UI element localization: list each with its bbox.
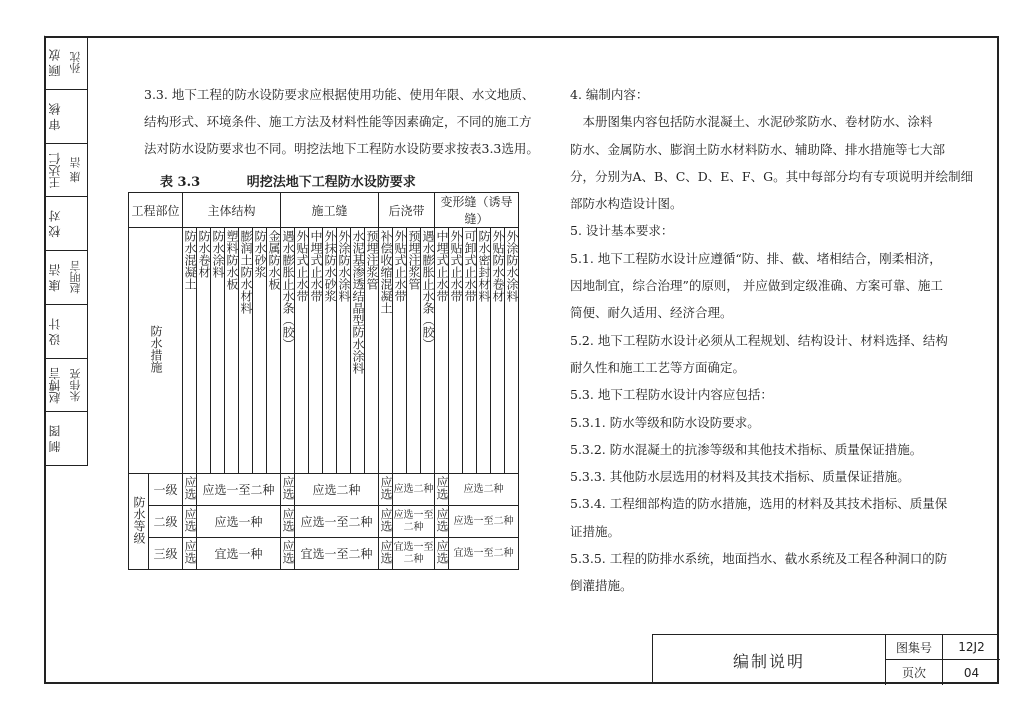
joint-optional [295, 474, 379, 506]
measure-cell [309, 228, 323, 474]
grade-name-text: 二级 [153, 515, 178, 529]
measure-cell [239, 228, 253, 474]
measure-cell-text: 预埋注浆管 [365, 230, 379, 290]
col-part-header-text: 工程部位 [131, 203, 180, 218]
def-optional [449, 474, 519, 506]
signoff-row [44, 90, 88, 144]
signoff-name: 朱伟亮 [69, 368, 82, 402]
pour-required-text: 应选 [379, 540, 393, 564]
signoff-label: 王达仁 [44, 144, 64, 197]
para-line: 结构形式、环境条件、施工方法及材料性能等因素确定，不同的施工方 [144, 114, 532, 129]
measures-label-text: 防水措施 [149, 325, 163, 373]
measure-cell [225, 228, 239, 474]
pour-required [379, 538, 393, 570]
notes-line: 耐久性和施工工艺等方面确定。 [570, 359, 746, 375]
measure-cell [435, 228, 449, 474]
joint-optional-text: 应选二种 [312, 483, 361, 497]
joint-optional [295, 538, 379, 570]
notes-line: 4. 编制内容： [570, 87, 649, 102]
joint-required-text: 应选 [281, 540, 295, 564]
measure-cell-text: 外涂防水涂料 [505, 230, 519, 302]
group-header [379, 193, 435, 228]
main-required [183, 506, 197, 538]
measure-cell-text: 遇水膨胀止水条（胶） [421, 230, 435, 350]
notes-line: 证措施。 [570, 523, 621, 539]
grade-row [129, 538, 519, 570]
para-line: 法对防水设防要求也不同。明挖法地下工程防水设防要求按表3.3选用。 [144, 141, 539, 156]
measure-cell [365, 228, 379, 474]
signoff-label: 校 对 [44, 197, 64, 250]
signoff-name: 赵明言 [69, 260, 82, 294]
measure-cell [491, 228, 505, 474]
signoff-name: 康 洁 [69, 157, 82, 183]
joint-optional [295, 506, 379, 538]
grade-name [149, 538, 183, 570]
measure-cell [323, 228, 337, 474]
notes-line: 5. 设计基本要求： [570, 223, 674, 239]
pour-optional [393, 474, 435, 506]
page-value: 04 [963, 665, 980, 680]
main-optional [197, 538, 281, 570]
atlas-value: 12J2 [943, 635, 1000, 660]
waterproof-spec-table [128, 192, 519, 570]
signoff-label: 顾 放 [44, 36, 64, 89]
signoff-row [44, 144, 88, 198]
page-label: 页次 [886, 660, 943, 685]
table-title: 明挖法地下工程防水设防要求 [246, 175, 416, 190]
table-caption [160, 171, 416, 190]
measure-cell-text: 预埋注浆管 [407, 230, 421, 290]
signoff-label: 赵博言 [44, 359, 64, 412]
notes-line: 因地制宜，综合治理”的原则， 并应做到定级准确、方案可靠、施工 [570, 278, 943, 294]
main-required-text: 应选 [183, 508, 197, 532]
col-part-header [129, 193, 183, 228]
main-optional-text: 宜选一种 [214, 547, 263, 561]
main-optional [197, 506, 281, 538]
signoff-row [44, 251, 88, 305]
notes-line: 倒灌措施。 [570, 578, 633, 594]
signoff-row [44, 36, 88, 90]
measure-cell [477, 228, 491, 474]
main-optional-text: 应选一种 [214, 515, 263, 529]
measure-cell [281, 228, 295, 474]
measure-cell-text: 膨润土防水材料 [239, 230, 253, 314]
main-required [183, 538, 197, 570]
para-line: 3.3. 地下工程的防水设防要求应根据使用功能、使用年限、水文地质、 [144, 87, 535, 102]
def-optional-text: 应选一至二种 [453, 515, 514, 527]
group-header-text: 后浇带 [388, 203, 425, 218]
signoff-strip [44, 36, 88, 466]
signoff-label: 设 计 [44, 305, 64, 358]
grade-name-text: 三级 [153, 547, 178, 561]
grade-name-text: 一级 [153, 483, 178, 497]
main-required [183, 474, 197, 506]
notes-line: 部防水构造设计图。 [570, 196, 683, 212]
def-required-text: 应选 [435, 540, 449, 564]
measure-cell-text: 防水卷材 [197, 230, 211, 278]
main-required-text: 应选 [183, 540, 197, 564]
notes-line: 简便、耐久适用、经济合理。 [570, 305, 733, 321]
grade-row [129, 506, 519, 538]
main-optional-text: 应选一至二种 [202, 483, 275, 497]
pour-optional-text: 应选二种 [393, 483, 434, 495]
group-header-text: 施工缝 [311, 203, 348, 218]
measure-cell-text: 金属防水板 [267, 230, 281, 290]
signoff-row [44, 359, 88, 413]
measure-cell [407, 228, 421, 474]
measure-cell [379, 228, 393, 474]
measure-cell-text: 外贴防水卷材 [491, 230, 505, 302]
def-optional-text: 宜选一至二种 [453, 547, 514, 559]
notes-line: 5.3.2. 防水混凝土的抗渗等级和其他技术指标、质量保证措施。 [570, 441, 923, 457]
group-header [435, 193, 519, 228]
group-header [183, 193, 281, 228]
joint-required [281, 506, 295, 538]
grade-label [129, 474, 149, 570]
signoff-name [64, 412, 88, 465]
notes-line: 5.3.5. 工程的防排水系统，地面挡水、截水系统及工程各种洞口的防 [570, 551, 948, 567]
measure-cell [197, 228, 211, 474]
notes-line: 5.3.1. 防水等级和防水设防要求。 [570, 414, 760, 430]
group-header [281, 193, 379, 228]
notes-line: 防水、金属防水、膨润土防水材料防水、辅助降、排水措施等七大部 [570, 141, 946, 157]
notes-line: 5.3.3. 其他防水层选用的材料及其技术指标、质量保证措施。 [570, 469, 910, 485]
measure-cell [211, 228, 225, 474]
measure-cell-text: 防水混凝土 [183, 230, 197, 290]
measure-cell-text: 可卸式止水带 [463, 230, 477, 302]
signoff-name: 孙沈 [69, 51, 82, 74]
measure-cell-text: 外贴式止水带 [295, 230, 309, 302]
group-header-text: 变形缝（诱导缝） [440, 195, 513, 226]
measure-cell [351, 228, 365, 474]
title-block [652, 634, 999, 684]
grade-row [129, 474, 519, 506]
atlas-label: 图集号 [886, 635, 943, 660]
measures-label [129, 228, 183, 474]
pour-required-text: 应选 [379, 508, 393, 532]
measure-cell [267, 228, 281, 474]
group-header-text: 主体结构 [207, 203, 256, 218]
def-required-text: 应选 [435, 476, 449, 500]
signoff-name [64, 305, 88, 358]
pour-optional [393, 506, 435, 538]
measure-cell-text: 外贴式止水带 [449, 230, 463, 302]
table-number: 表 3.3 [160, 175, 201, 190]
pour-optional-text: 应选一至二种 [393, 509, 434, 533]
table-measures-row [129, 228, 519, 474]
pour-optional [393, 538, 435, 570]
measure-cell-text: 水泥基渗透结晶型防水涂料 [351, 230, 365, 374]
sheet-title: 编制说明 [653, 635, 886, 685]
def-required [435, 506, 449, 538]
def-optional [449, 506, 519, 538]
joint-optional-text: 宜选一至二种 [300, 547, 373, 561]
pour-optional-text: 宜选一至二种 [393, 541, 434, 565]
def-optional-text: 应选二种 [463, 483, 504, 495]
measure-cell-text: 塑料防水板 [225, 230, 239, 290]
compile-notes [570, 81, 974, 600]
pour-required-text: 应选 [379, 476, 393, 500]
measure-cell-text: 外抹防水砂浆 [323, 230, 337, 302]
signoff-name [64, 197, 88, 250]
grade-label-text: 防水等级 [132, 496, 146, 544]
joint-required [281, 538, 295, 570]
measure-cell [393, 228, 407, 474]
measure-cell [463, 228, 477, 474]
pour-required [379, 506, 393, 538]
measure-cell-text: 遇水膨胀止水条（胶） [281, 230, 295, 350]
main-optional [197, 474, 281, 506]
signoff-row [44, 197, 88, 251]
measure-cell-text: 外涂防水涂料 [337, 230, 351, 302]
signoff-row [44, 305, 88, 359]
section-3-3-text [144, 81, 544, 162]
main-required-text: 应选 [183, 476, 197, 500]
grade-name [149, 474, 183, 506]
measure-cell-text: 防水砂浆 [253, 230, 267, 278]
measure-cell-text: 补偿收缩混凝土 [379, 230, 393, 314]
joint-required [281, 474, 295, 506]
def-optional [449, 538, 519, 570]
notes-line: 分，分别为A、B、C、D、E、F、G。其中每部分均有专项说明并绘制细 [570, 168, 974, 184]
notes-line: 5.1. 地下工程防水设计应遵循“防、排、截、堵相结合，刚柔相济， [570, 250, 942, 266]
measure-cell-text: 中埋式止水带 [309, 230, 323, 302]
signoff-label: 审 核 [44, 90, 64, 143]
measure-cell [295, 228, 309, 474]
def-required-text: 应选 [435, 508, 449, 532]
measure-cell [253, 228, 267, 474]
notes-line: 5.3.4. 工程细部构造的防水措施，选用的材料及其技术指标、质量保 [570, 496, 948, 512]
grade-name [149, 506, 183, 538]
signoff-name [64, 90, 88, 143]
measure-cell [183, 228, 197, 474]
signoff-label: 康 洁 [44, 251, 64, 304]
measure-cell [421, 228, 435, 474]
measure-cell [449, 228, 463, 474]
signoff-label: 制 图 [44, 412, 64, 465]
def-required [435, 538, 449, 570]
notes-line: 本册图集内容包括防水混凝土、水泥砂浆防水、卷材防水、涂料 [570, 114, 933, 130]
joint-required-text: 应选 [281, 508, 295, 532]
measure-cell-text: 中埋式止水带 [435, 230, 449, 302]
notes-line: 5.2. 地下工程防水设计必须从工程规划、结构设计、材料选择、结构 [570, 332, 948, 348]
measure-cell [505, 228, 519, 474]
measure-cell-text: 防水密封材料 [477, 230, 491, 302]
joint-required-text: 应选 [281, 476, 295, 500]
measure-cell-text: 防水涂料 [211, 230, 225, 278]
measure-cell [337, 228, 351, 474]
def-required [435, 474, 449, 506]
pour-required [379, 474, 393, 506]
measure-cell-text: 外贴式止水带 [393, 230, 407, 302]
notes-line: 5.3. 地下工程防水设计内容应包括： [570, 387, 773, 403]
joint-optional-text: 应选一至二种 [300, 515, 373, 529]
table-header-row [129, 193, 519, 228]
signoff-row [44, 412, 88, 466]
